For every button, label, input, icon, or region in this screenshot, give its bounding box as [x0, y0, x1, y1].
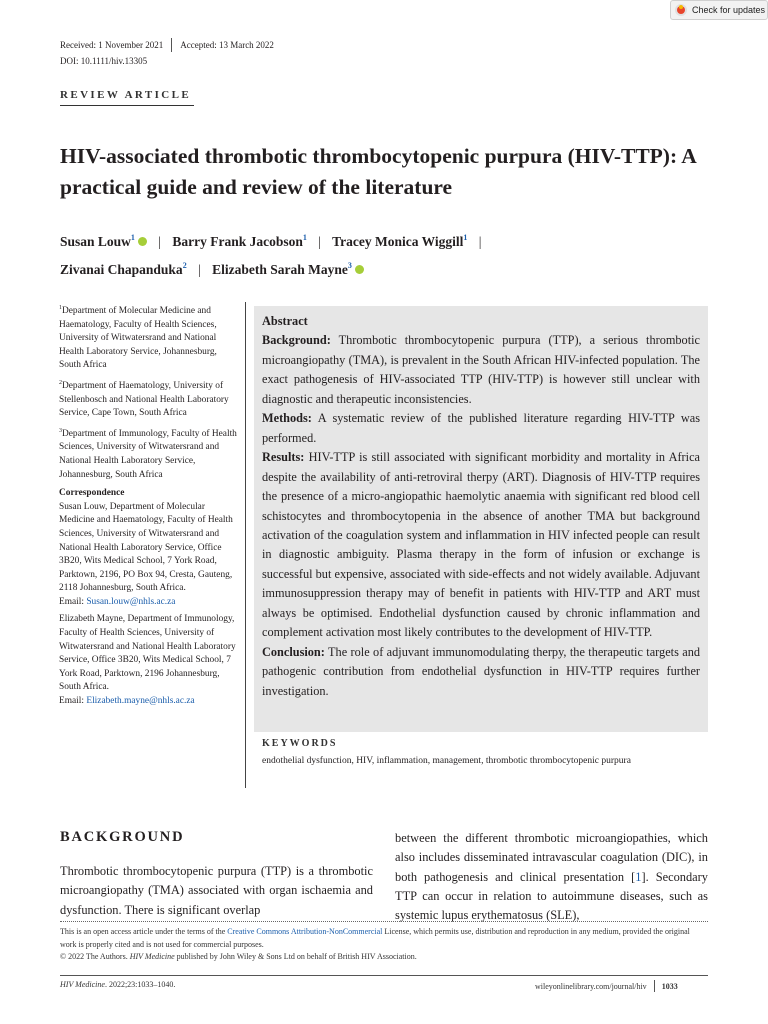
keywords-heading: KEYWORDS [262, 738, 338, 749]
author[interactable]: Zivanai Chapanduka$^2$ [60, 261, 187, 277]
meta-divider [171, 38, 172, 52]
affiliation: $^1$Department of Molecular Medicine and Haematology, Faculty of Health Sciences, University of Witwatersrand and National Health Laboratory Service, Johannesburg, South Africa [59, 305, 217, 371]
article-type-underline [60, 105, 194, 106]
author[interactable]: Elizabeth Sarah Mayne$^3$ [212, 261, 352, 277]
correspondence-entry: Elizabeth Mayne, Department of Immunology, Faculty of Health Sciences, University of Witwatersrand and National Health Laboratory Service, Office 3B20, Wits Medical School, 7 York Road, Parktown, 2196 Johannesburg, South Africa. Email: Elizabeth.mayne@nhls.ac.za [59, 614, 236, 707]
email-link[interactable]: Susan.louw@nhls.ac.za [86, 596, 176, 607]
body-text-column-2: between the different thrombotic microangiopathies, which also includes disseminated intravascular coagulation (DIC), in both pathogenesis and clinical presentation [1]. Secondary TTP can occur in relation to autoimmune diseases, such as systemic lupus erythematosus (SLE), [395, 831, 708, 923]
crossmark-icon [675, 4, 687, 16]
article-dates [60, 38, 274, 52]
body-text-column-1: Thrombotic thrombocytopenic purpura (TTP) is a thrombotic microangiopathy (TMA) associated with organ ischaemia and dysfunction. There is significant overlap [60, 864, 373, 917]
author[interactable]: Barry Frank Jacobson$^1$ [172, 233, 307, 249]
author-list: Susan Louw$^1$ | Barry Frank Jacobson$^1$ | Tracey Monica Wiggill$^1$ | Zivanai Chapanduka$^2$ | Elizabeth Sarah Mayne$^3$ [60, 233, 482, 277]
license-link[interactable]: Creative Commons Attribution-NonCommercial [227, 927, 383, 936]
abstract-title: Abstract [262, 314, 308, 328]
footer-citation: HIV Medicine. 2022;23:1033–1040. [60, 980, 176, 989]
abstract-methods: Methods: A systematic review of the published literature regarding HIV-TTP was performed. [262, 411, 700, 445]
footer-right [535, 980, 678, 992]
section-heading-background: BACKGROUND [60, 829, 185, 845]
article-title: HIV-associated thrombotic thrombocytopenic purpura (HIV-TTP): A practical guide and review of the literature [60, 144, 696, 199]
author[interactable]: Tracey Monica Wiggill$^1$ [332, 233, 468, 249]
accepted-date: Accepted: 13 March 2022 [180, 40, 274, 50]
keywords-text: endothelial dysfunction, HIV, inflammation, management, thrombotic thrombocytopenic purpura [262, 756, 631, 766]
abstract-results: Results: HIV-TTP is still associated with significant morbidity and mortality in Africa despite the availability of anti-retroviral therpy (ART). Diagnosis of HIV-TTP requires the presence of a micro-angiopathic haemolytic anaemia with significant red blood cell schistocytes and thrombocytopenia in the absence of another TMA but background activation of the coagulation system and inflammation in HIV infected people can result in diagnostic ambiguity. Plasma therapy in the form of infusion or exchange is successful but expensive, associated with side-effects and not widely available. Adjuvant immunosuppression therapy may of benefit in patients with HIV-TTP and ART must always be optimised. Endothelial dysfunction caused by chronic inflammation and complement activation most likely contributes to the development of HIV-TTP. [262, 450, 700, 640]
email-link[interactable]: Elizabeth.mayne@nhls.ac.za [86, 696, 195, 707]
journal-url[interactable]: wileyonlinelibrary.com/journal/hiv [535, 981, 647, 991]
footnote-divider [60, 921, 708, 922]
license-notice: This is an open access article under the terms of the Creative Commons Attribution-NonCommercial License, which permits use, distribution and reproduction in any medium, provided the original work is properly cited and is not used for commercial purposes. © 2022 The Authors. HIV Medicine published by John Wiley & Sons Ltd on behalf of British HIV Association. [60, 927, 690, 961]
abstract-text [262, 312, 700, 701]
author[interactable]: Susan Louw$^1$ [60, 233, 135, 249]
footer-divider [60, 975, 708, 976]
citation-link[interactable]: 1 [635, 869, 642, 884]
doi[interactable]: DOI: 10.1111/hiv.13305 [60, 56, 148, 66]
affiliation: $^3$Department of Immunology, Faculty of Health Sciences, University of Witwatersrand and National Health Laboratory Service, Johannesburg, South Africa [59, 427, 237, 480]
abstract-background: Background: Thrombotic thrombocytopenic purpura (TTP), a serious thrombotic microangiopathy (TMA), is prevalent in the South African HIV-infected population. The exact pathogenesis of HIV-associated TTP (HIV-TTP) is however still unclear with diagnostic and therapeutic inconsistencies. [262, 333, 700, 406]
check-for-updates-button[interactable] [670, 0, 768, 20]
article-type: REVIEW ARTICLE [60, 89, 192, 101]
orcid-icon[interactable] [138, 237, 147, 246]
abstract-conclusion: Conclusion: The role of adjuvant immunomodulating therpy, the therapeutic targets and pathogenic contribution from endothelial dysfunction in HIV-TTP requires further investigation. [262, 644, 700, 698]
check-for-updates-label: Check for updates [692, 5, 766, 15]
page-number: 1033 [661, 981, 678, 991]
orcid-icon[interactable] [355, 265, 364, 274]
column-divider [245, 302, 246, 788]
affiliation: $^2$Department of Haematology, University of Stellenbosch and National Health Laboratory Service, Cape Town, South Africa [59, 379, 229, 419]
correspondence-heading: Correspondence [59, 488, 125, 499]
affiliations-column [59, 302, 239, 713]
received-date: Received: 1 November 2021 [60, 40, 164, 50]
correspondence-entry: Susan Louw, Department of Molecular Medicine and Haematology, Faculty of Health Sciences, University of Witwatersrand and National Health Laboratory Service, Office 3B20, Wits Medical School, 7 York Road, Parktown, 2196, PO Box 94, Cresta, Gauteng, 2118 Johannesburg, South Africa. Email: Susan.louw@nhls.ac.za [59, 501, 233, 607]
